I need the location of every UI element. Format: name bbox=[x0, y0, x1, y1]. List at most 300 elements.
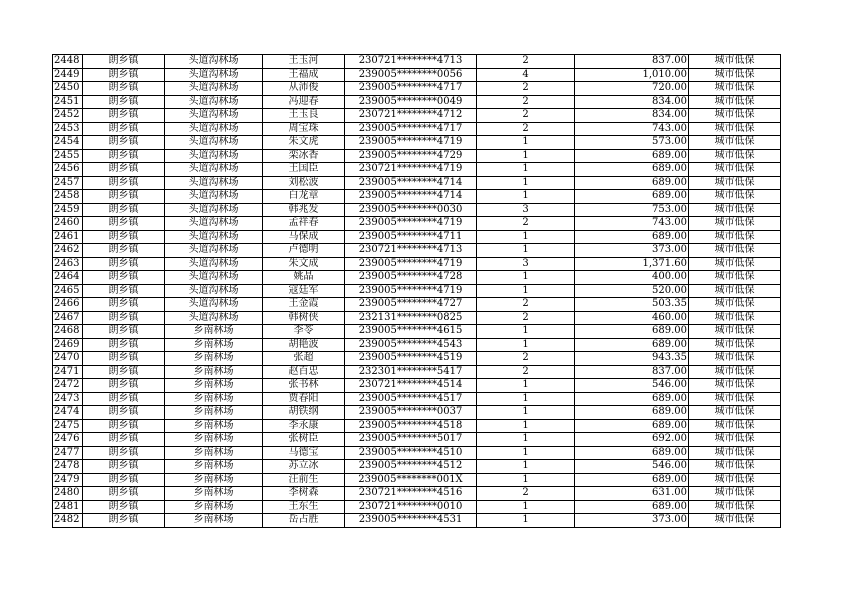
cell-town: 朗乡镇 bbox=[83, 392, 165, 406]
cell-amount: 689.00 bbox=[575, 500, 689, 514]
cell-category: 城市低保 bbox=[689, 55, 781, 69]
cell-town: 朗乡镇 bbox=[83, 298, 165, 312]
cell-category: 城市低保 bbox=[689, 203, 781, 217]
cell-category: 城市低保 bbox=[689, 514, 781, 528]
cell-seq: 2459 bbox=[53, 203, 83, 217]
cell-household-count: 2 bbox=[477, 217, 575, 231]
cell-name: 周宝珠 bbox=[263, 122, 345, 136]
cell-farm: 头道沟林场 bbox=[165, 203, 263, 217]
cell-town: 朗乡镇 bbox=[83, 379, 165, 393]
table-row bbox=[53, 487, 781, 501]
cell-seq: 2455 bbox=[53, 149, 83, 163]
cell-town: 朗乡镇 bbox=[83, 244, 165, 258]
cell-id-number: 239005********4719 bbox=[345, 136, 477, 150]
cell-category: 城市低保 bbox=[689, 379, 781, 393]
cell-town: 朗乡镇 bbox=[83, 338, 165, 352]
cell-amount: 689.00 bbox=[575, 419, 689, 433]
cell-seq: 2460 bbox=[53, 217, 83, 231]
table-row bbox=[53, 82, 781, 96]
table-row bbox=[53, 271, 781, 285]
cell-id-number: 239005********4717 bbox=[345, 82, 477, 96]
cell-category: 城市低保 bbox=[689, 109, 781, 123]
cell-household-count: 1 bbox=[477, 473, 575, 487]
cell-seq: 2464 bbox=[53, 271, 83, 285]
cell-farm: 乡南林场 bbox=[165, 325, 263, 339]
cell-seq: 2472 bbox=[53, 379, 83, 393]
cell-farm: 头道沟林场 bbox=[165, 109, 263, 123]
cell-household-count: 1 bbox=[477, 271, 575, 285]
cell-category: 城市低保 bbox=[689, 460, 781, 474]
cell-town: 朗乡镇 bbox=[83, 352, 165, 366]
cell-id-number: 239005********4519 bbox=[345, 352, 477, 366]
cell-name: 冯迎春 bbox=[263, 95, 345, 109]
cell-category: 城市低保 bbox=[689, 68, 781, 82]
table-row bbox=[53, 311, 781, 325]
cell-seq: 2453 bbox=[53, 122, 83, 136]
cell-name: 马保成 bbox=[263, 230, 345, 244]
cell-name: 张书林 bbox=[263, 379, 345, 393]
cell-amount: 689.00 bbox=[575, 176, 689, 190]
table-row bbox=[53, 392, 781, 406]
cell-seq: 2463 bbox=[53, 257, 83, 271]
cell-farm: 头道沟林场 bbox=[165, 68, 263, 82]
cell-farm: 头道沟林场 bbox=[165, 271, 263, 285]
cell-name: 王福成 bbox=[263, 68, 345, 82]
cell-town: 朗乡镇 bbox=[83, 163, 165, 177]
cell-farm: 乡南林场 bbox=[165, 352, 263, 366]
cell-name: 王国臣 bbox=[263, 163, 345, 177]
cell-name: 贾春阳 bbox=[263, 392, 345, 406]
cell-id-number: 239005********0056 bbox=[345, 68, 477, 82]
cell-household-count: 2 bbox=[477, 95, 575, 109]
cell-amount: 689.00 bbox=[575, 230, 689, 244]
cell-name: 从沛俊 bbox=[263, 82, 345, 96]
cell-category: 城市低保 bbox=[689, 122, 781, 136]
cell-name: 张树臣 bbox=[263, 433, 345, 447]
cell-name: 张超 bbox=[263, 352, 345, 366]
cell-farm: 乡南林场 bbox=[165, 406, 263, 420]
cell-farm: 乡南林场 bbox=[165, 460, 263, 474]
cell-household-count: 2 bbox=[477, 352, 575, 366]
table-row bbox=[53, 55, 781, 69]
cell-id-number: 239005********4719 bbox=[345, 284, 477, 298]
cell-category: 城市低保 bbox=[689, 325, 781, 339]
cell-town: 朗乡镇 bbox=[83, 419, 165, 433]
cell-seq: 2481 bbox=[53, 500, 83, 514]
cell-id-number: 239005********4510 bbox=[345, 446, 477, 460]
table-row bbox=[53, 284, 781, 298]
cell-town: 朗乡镇 bbox=[83, 311, 165, 325]
table-row bbox=[53, 149, 781, 163]
cell-name: 白龙章 bbox=[263, 190, 345, 204]
cell-seq: 2476 bbox=[53, 433, 83, 447]
cell-seq: 2461 bbox=[53, 230, 83, 244]
table-row bbox=[53, 352, 781, 366]
cell-farm: 头道沟林场 bbox=[165, 244, 263, 258]
cell-farm: 乡南林场 bbox=[165, 473, 263, 487]
cell-seq: 2465 bbox=[53, 284, 83, 298]
cell-amount: 373.00 bbox=[575, 244, 689, 258]
cell-category: 城市低保 bbox=[689, 500, 781, 514]
cell-town: 朗乡镇 bbox=[83, 500, 165, 514]
cell-name: 王东生 bbox=[263, 500, 345, 514]
table-row bbox=[53, 244, 781, 258]
cell-household-count: 1 bbox=[477, 176, 575, 190]
cell-household-count: 1 bbox=[477, 136, 575, 150]
cell-farm: 头道沟林场 bbox=[165, 136, 263, 150]
cell-id-number: 239005********4711 bbox=[345, 230, 477, 244]
cell-farm: 乡南林场 bbox=[165, 379, 263, 393]
cell-category: 城市低保 bbox=[689, 176, 781, 190]
cell-household-count: 1 bbox=[477, 433, 575, 447]
cell-town: 朗乡镇 bbox=[83, 514, 165, 528]
cell-seq: 2451 bbox=[53, 95, 83, 109]
cell-name: 胡铁纲 bbox=[263, 406, 345, 420]
cell-id-number: 239005********001X bbox=[345, 473, 477, 487]
cell-name: 王玉良 bbox=[263, 109, 345, 123]
cell-seq: 2458 bbox=[53, 190, 83, 204]
cell-farm: 头道沟林场 bbox=[165, 82, 263, 96]
cell-town: 朗乡镇 bbox=[83, 217, 165, 231]
cell-category: 城市低保 bbox=[689, 230, 781, 244]
cell-amount: 743.00 bbox=[575, 122, 689, 136]
cell-name: 朱文成 bbox=[263, 257, 345, 271]
cell-household-count: 1 bbox=[477, 325, 575, 339]
cell-id-number: 239005********4512 bbox=[345, 460, 477, 474]
cell-category: 城市低保 bbox=[689, 338, 781, 352]
cell-name: 卢德明 bbox=[263, 244, 345, 258]
table-row bbox=[53, 163, 781, 177]
cell-town: 朗乡镇 bbox=[83, 109, 165, 123]
cell-farm: 头道沟林场 bbox=[165, 122, 263, 136]
cell-category: 城市低保 bbox=[689, 406, 781, 420]
cell-category: 城市低保 bbox=[689, 487, 781, 501]
cell-category: 城市低保 bbox=[689, 82, 781, 96]
cell-amount: 689.00 bbox=[575, 338, 689, 352]
cell-name: 韩兆发 bbox=[263, 203, 345, 217]
cell-amount: 573.00 bbox=[575, 136, 689, 150]
cell-amount: 720.00 bbox=[575, 82, 689, 96]
cell-amount: 943.35 bbox=[575, 352, 689, 366]
table-row bbox=[53, 68, 781, 82]
cell-farm: 头道沟林场 bbox=[165, 149, 263, 163]
cell-household-count: 3 bbox=[477, 257, 575, 271]
cell-town: 朗乡镇 bbox=[83, 68, 165, 82]
cell-seq: 2448 bbox=[53, 55, 83, 69]
cell-id-number: 230721********4514 bbox=[345, 379, 477, 393]
cell-seq: 2474 bbox=[53, 406, 83, 420]
cell-town: 朗乡镇 bbox=[83, 230, 165, 244]
cell-amount: 546.00 bbox=[575, 379, 689, 393]
cell-category: 城市低保 bbox=[689, 311, 781, 325]
cell-farm: 乡南林场 bbox=[165, 338, 263, 352]
cell-town: 朗乡镇 bbox=[83, 257, 165, 271]
cell-name: 朱文虎 bbox=[263, 136, 345, 150]
cell-name: 栾冰香 bbox=[263, 149, 345, 163]
cell-farm: 头道沟林场 bbox=[165, 163, 263, 177]
cell-category: 城市低保 bbox=[689, 271, 781, 285]
cell-amount: 373.00 bbox=[575, 514, 689, 528]
cell-name: 李永康 bbox=[263, 419, 345, 433]
cell-farm: 乡南林场 bbox=[165, 419, 263, 433]
cell-town: 朗乡镇 bbox=[83, 136, 165, 150]
cell-household-count: 1 bbox=[477, 406, 575, 420]
cell-farm: 头道沟林场 bbox=[165, 257, 263, 271]
cell-town: 朗乡镇 bbox=[83, 473, 165, 487]
cell-household-count: 1 bbox=[477, 163, 575, 177]
cell-household-count: 1 bbox=[477, 392, 575, 406]
cell-household-count: 1 bbox=[477, 500, 575, 514]
cell-id-number: 239005********4719 bbox=[345, 217, 477, 231]
cell-name: 赵百忠 bbox=[263, 365, 345, 379]
table-row bbox=[53, 338, 781, 352]
cell-seq: 2482 bbox=[53, 514, 83, 528]
cell-category: 城市低保 bbox=[689, 163, 781, 177]
cell-seq: 2473 bbox=[53, 392, 83, 406]
cell-id-number: 239005********4729 bbox=[345, 149, 477, 163]
cell-farm: 头道沟林场 bbox=[165, 190, 263, 204]
cell-seq: 2469 bbox=[53, 338, 83, 352]
cell-category: 城市低保 bbox=[689, 284, 781, 298]
cell-id-number: 239005********4517 bbox=[345, 392, 477, 406]
cell-seq: 2471 bbox=[53, 365, 83, 379]
table-row bbox=[53, 500, 781, 514]
cell-town: 朗乡镇 bbox=[83, 95, 165, 109]
cell-category: 城市低保 bbox=[689, 190, 781, 204]
cell-town: 朗乡镇 bbox=[83, 203, 165, 217]
cell-seq: 2478 bbox=[53, 460, 83, 474]
cell-id-number: 232301********5417 bbox=[345, 365, 477, 379]
table-row bbox=[53, 122, 781, 136]
cell-id-number: 239005********4518 bbox=[345, 419, 477, 433]
table-row bbox=[53, 325, 781, 339]
cell-amount: 837.00 bbox=[575, 365, 689, 379]
table-row bbox=[53, 203, 781, 217]
cell-household-count: 1 bbox=[477, 514, 575, 528]
table-row bbox=[53, 419, 781, 433]
cell-seq: 2452 bbox=[53, 109, 83, 123]
cell-seq: 2457 bbox=[53, 176, 83, 190]
cell-name: 苏立冰 bbox=[263, 460, 345, 474]
cell-household-count: 1 bbox=[477, 460, 575, 474]
cell-seq: 2477 bbox=[53, 446, 83, 460]
table-row bbox=[53, 473, 781, 487]
cell-seq: 2470 bbox=[53, 352, 83, 366]
cell-category: 城市低保 bbox=[689, 446, 781, 460]
cell-town: 朗乡镇 bbox=[83, 149, 165, 163]
cell-amount: 689.00 bbox=[575, 325, 689, 339]
cell-household-count: 1 bbox=[477, 230, 575, 244]
subsidy-roster-table bbox=[52, 54, 781, 528]
cell-town: 朗乡镇 bbox=[83, 460, 165, 474]
cell-seq: 2468 bbox=[53, 325, 83, 339]
cell-town: 朗乡镇 bbox=[83, 325, 165, 339]
cell-id-number: 239005********0049 bbox=[345, 95, 477, 109]
cell-amount: 1,010.00 bbox=[575, 68, 689, 82]
cell-id-number: 239005********4727 bbox=[345, 298, 477, 312]
cell-amount: 400.00 bbox=[575, 271, 689, 285]
cell-id-number: 239005********4714 bbox=[345, 176, 477, 190]
table-row bbox=[53, 217, 781, 231]
cell-seq: 2462 bbox=[53, 244, 83, 258]
cell-household-count: 1 bbox=[477, 379, 575, 393]
cell-farm: 乡南林场 bbox=[165, 446, 263, 460]
cell-seq: 2466 bbox=[53, 298, 83, 312]
table-row bbox=[53, 460, 781, 474]
cell-id-number: 239005********5017 bbox=[345, 433, 477, 447]
cell-household-count: 1 bbox=[477, 190, 575, 204]
cell-amount: 834.00 bbox=[575, 95, 689, 109]
table-row bbox=[53, 298, 781, 312]
cell-amount: 689.00 bbox=[575, 473, 689, 487]
roster-body bbox=[53, 55, 781, 528]
table-row bbox=[53, 176, 781, 190]
cell-farm: 头道沟林场 bbox=[165, 55, 263, 69]
cell-household-count: 1 bbox=[477, 284, 575, 298]
cell-household-count: 1 bbox=[477, 149, 575, 163]
cell-farm: 头道沟林场 bbox=[165, 298, 263, 312]
cell-id-number: 239005********4531 bbox=[345, 514, 477, 528]
cell-household-count: 1 bbox=[477, 446, 575, 460]
cell-amount: 689.00 bbox=[575, 190, 689, 204]
cell-name: 刘松波 bbox=[263, 176, 345, 190]
cell-farm: 头道沟林场 bbox=[165, 311, 263, 325]
cell-farm: 乡南林场 bbox=[165, 500, 263, 514]
cell-town: 朗乡镇 bbox=[83, 271, 165, 285]
cell-farm: 乡南林场 bbox=[165, 487, 263, 501]
cell-category: 城市低保 bbox=[689, 352, 781, 366]
cell-name: 孟祥春 bbox=[263, 217, 345, 231]
cell-id-number: 239005********4719 bbox=[345, 257, 477, 271]
cell-name: 汪前生 bbox=[263, 473, 345, 487]
cell-amount: 631.00 bbox=[575, 487, 689, 501]
cell-farm: 乡南林场 bbox=[165, 514, 263, 528]
cell-id-number: 230721********4712 bbox=[345, 109, 477, 123]
cell-household-count: 2 bbox=[477, 298, 575, 312]
cell-town: 朗乡镇 bbox=[83, 365, 165, 379]
cell-household-count: 2 bbox=[477, 311, 575, 325]
cell-seq: 2467 bbox=[53, 311, 83, 325]
cell-category: 城市低保 bbox=[689, 257, 781, 271]
table-row bbox=[53, 365, 781, 379]
table-row bbox=[53, 230, 781, 244]
cell-amount: 692.00 bbox=[575, 433, 689, 447]
cell-town: 朗乡镇 bbox=[83, 55, 165, 69]
table-row bbox=[53, 257, 781, 271]
cell-amount: 689.00 bbox=[575, 392, 689, 406]
cell-id-number: 239005********0037 bbox=[345, 406, 477, 420]
cell-name: 姚晶 bbox=[263, 271, 345, 285]
cell-amount: 743.00 bbox=[575, 217, 689, 231]
cell-town: 朗乡镇 bbox=[83, 82, 165, 96]
cell-amount: 546.00 bbox=[575, 460, 689, 474]
table-row bbox=[53, 109, 781, 123]
cell-seq: 2456 bbox=[53, 163, 83, 177]
cell-id-number: 230721********4719 bbox=[345, 163, 477, 177]
cell-category: 城市低保 bbox=[689, 473, 781, 487]
cell-town: 朗乡镇 bbox=[83, 446, 165, 460]
cell-category: 城市低保 bbox=[689, 217, 781, 231]
cell-name: 马德宝 bbox=[263, 446, 345, 460]
cell-id-number: 230721********0010 bbox=[345, 500, 477, 514]
cell-id-number: 239005********4543 bbox=[345, 338, 477, 352]
cell-amount: 460.00 bbox=[575, 311, 689, 325]
table-row bbox=[53, 379, 781, 393]
cell-category: 城市低保 bbox=[689, 244, 781, 258]
cell-farm: 乡南林场 bbox=[165, 365, 263, 379]
cell-category: 城市低保 bbox=[689, 419, 781, 433]
table-row bbox=[53, 514, 781, 528]
cell-farm: 乡南林场 bbox=[165, 392, 263, 406]
cell-town: 朗乡镇 bbox=[83, 176, 165, 190]
table-row bbox=[53, 190, 781, 204]
cell-id-number: 239005********4717 bbox=[345, 122, 477, 136]
cell-category: 城市低保 bbox=[689, 433, 781, 447]
cell-name: 李树森 bbox=[263, 487, 345, 501]
cell-farm: 头道沟林场 bbox=[165, 95, 263, 109]
table-row bbox=[53, 406, 781, 420]
cell-town: 朗乡镇 bbox=[83, 406, 165, 420]
cell-id-number: 230721********4516 bbox=[345, 487, 477, 501]
cell-town: 朗乡镇 bbox=[83, 284, 165, 298]
cell-household-count: 2 bbox=[477, 487, 575, 501]
cell-farm: 乡南林场 bbox=[165, 433, 263, 447]
cell-category: 城市低保 bbox=[689, 392, 781, 406]
cell-amount: 689.00 bbox=[575, 406, 689, 420]
cell-household-count: 3 bbox=[477, 203, 575, 217]
cell-farm: 头道沟林场 bbox=[165, 284, 263, 298]
cell-seq: 2449 bbox=[53, 68, 83, 82]
cell-seq: 2454 bbox=[53, 136, 83, 150]
cell-town: 朗乡镇 bbox=[83, 122, 165, 136]
cell-category: 城市低保 bbox=[689, 298, 781, 312]
cell-household-count: 1 bbox=[477, 244, 575, 258]
cell-seq: 2479 bbox=[53, 473, 83, 487]
cell-category: 城市低保 bbox=[689, 136, 781, 150]
cell-amount: 503.35 bbox=[575, 298, 689, 312]
cell-seq: 2480 bbox=[53, 487, 83, 501]
cell-name: 岳占胜 bbox=[263, 514, 345, 528]
cell-amount: 689.00 bbox=[575, 446, 689, 460]
cell-household-count: 2 bbox=[477, 55, 575, 69]
table-row bbox=[53, 136, 781, 150]
cell-seq: 2450 bbox=[53, 82, 83, 96]
cell-id-number: 230721********4713 bbox=[345, 55, 477, 69]
cell-household-count: 2 bbox=[477, 122, 575, 136]
cell-id-number: 230721********4713 bbox=[345, 244, 477, 258]
cell-id-number: 232131********0825 bbox=[345, 311, 477, 325]
cell-household-count: 1 bbox=[477, 419, 575, 433]
cell-name: 胡艳波 bbox=[263, 338, 345, 352]
cell-id-number: 239005********4615 bbox=[345, 325, 477, 339]
cell-household-count: 2 bbox=[477, 82, 575, 96]
cell-amount: 689.00 bbox=[575, 163, 689, 177]
cell-amount: 837.00 bbox=[575, 55, 689, 69]
cell-name: 寇廷军 bbox=[263, 284, 345, 298]
cell-category: 城市低保 bbox=[689, 365, 781, 379]
cell-household-count: 2 bbox=[477, 365, 575, 379]
cell-name: 王玉河 bbox=[263, 55, 345, 69]
cell-category: 城市低保 bbox=[689, 95, 781, 109]
cell-amount: 520.00 bbox=[575, 284, 689, 298]
cell-household-count: 1 bbox=[477, 338, 575, 352]
cell-id-number: 239005********0030 bbox=[345, 203, 477, 217]
cell-amount: 1,371.60 bbox=[575, 257, 689, 271]
table-row bbox=[53, 95, 781, 109]
cell-seq: 2475 bbox=[53, 419, 83, 433]
cell-amount: 834.00 bbox=[575, 109, 689, 123]
cell-town: 朗乡镇 bbox=[83, 487, 165, 501]
